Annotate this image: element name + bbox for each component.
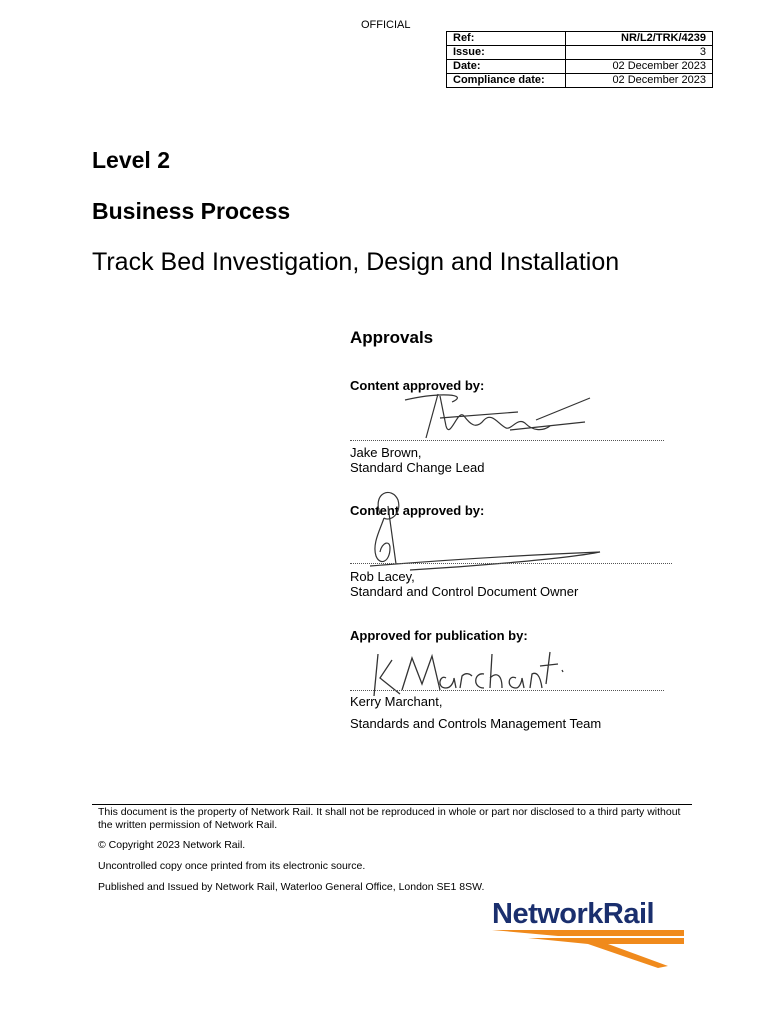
signature-line	[350, 690, 664, 691]
approval-label: Content approved by:	[350, 503, 485, 518]
network-rail-logo	[488, 898, 688, 970]
approver-name: Rob Lacey,	[350, 569, 415, 584]
signature-line	[350, 440, 664, 441]
approvals-heading: Approvals	[350, 328, 434, 347]
copyright-notice: © Copyright 2023 Network Rail.	[98, 839, 246, 851]
classification-label: OFFICIAL	[361, 19, 411, 31]
publisher-notice: Published and Issued by Network Rail, Waterloo General Office, London SE1 8SW.	[98, 881, 485, 893]
compliance-date-key: Compliance date:	[447, 74, 566, 88]
approval-label: Approved for publication by:	[350, 628, 528, 643]
logo-swoosh-icon	[488, 928, 688, 970]
document-reference-table	[446, 31, 713, 88]
issue-value: 3	[566, 46, 713, 60]
approver-role: Standard and Control Document Owner	[350, 584, 579, 599]
footer-divider	[92, 804, 692, 805]
compliance-date-value: 02 December 2023	[566, 74, 713, 88]
ref-row	[447, 32, 713, 46]
uncontrolled-copy-notice: Uncontrolled copy once printed from its electronic source.	[98, 860, 366, 872]
document-level: Level 2	[92, 147, 170, 173]
compliance-date-row	[447, 74, 713, 88]
approver-name: Jake Brown,	[350, 445, 422, 460]
signature-jake-brown	[400, 390, 600, 446]
signature-rob-lacey	[350, 486, 680, 580]
issue-row	[447, 46, 713, 60]
ref-value: NR/L2/TRK/4239	[566, 32, 713, 46]
approver-role: Standards and Controls Management Team	[350, 716, 602, 731]
signature-kerry-marchant	[360, 644, 570, 700]
document-type: Business Process	[92, 198, 291, 224]
approver-role: Standard Change Lead	[350, 460, 485, 475]
date-row	[447, 60, 713, 74]
ref-key: Ref:	[447, 32, 566, 46]
ownership-notice: This document is the property of Network Rail. It shall not be reproduced in whole or part nor disclosed to a third party without the written permission of Network Rail.	[98, 806, 681, 831]
approver-name: Kerry Marchant,	[350, 694, 443, 709]
signature-line	[350, 563, 672, 564]
issue-key: Issue:	[447, 46, 566, 60]
logo-wordmark: NetworkRail	[492, 898, 655, 930]
date-key: Date:	[447, 60, 566, 74]
document-title: Track Bed Investigation, Design and Installation	[92, 248, 620, 276]
approval-label: Content approved by:	[350, 378, 485, 393]
date-value: 02 December 2023	[566, 60, 713, 74]
